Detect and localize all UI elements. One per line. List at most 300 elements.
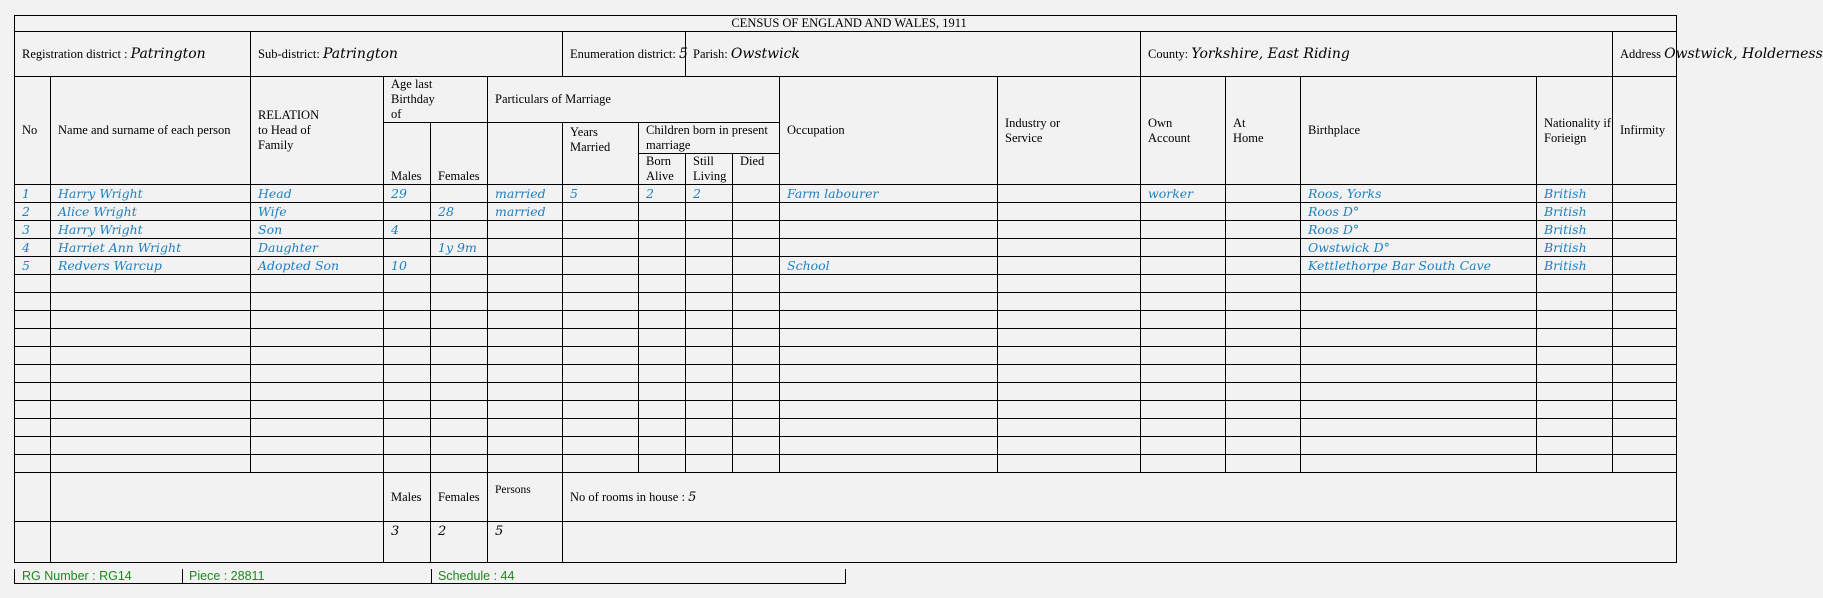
cell-own-account	[1141, 455, 1226, 473]
cell-own-account	[1141, 347, 1226, 365]
cell-males	[384, 329, 431, 347]
cell-no	[15, 401, 51, 419]
cell-males	[384, 419, 431, 437]
cell-born-alive	[639, 329, 686, 347]
cell-born-alive	[639, 257, 686, 275]
table-row	[15, 257, 1677, 275]
cell-name	[51, 401, 251, 419]
parish: Parish: Owstwick	[686, 32, 1141, 77]
cell-birthplace	[1301, 419, 1537, 437]
cell-born-alive	[639, 203, 686, 221]
blank-row	[15, 419, 1677, 437]
cell-at-home	[1226, 419, 1301, 437]
cell-marriage	[488, 239, 563, 257]
cell-born-alive	[639, 437, 686, 455]
totals-persons: 5	[488, 522, 563, 563]
cell-marriage	[488, 347, 563, 365]
header-industry: Industry or Service	[998, 77, 1141, 185]
cell-industry	[998, 311, 1141, 329]
cell-still-living	[686, 275, 733, 293]
cell-industry	[998, 293, 1141, 311]
cell-name	[51, 293, 251, 311]
totals-blank-name	[51, 473, 384, 522]
cell-birthplace: Roos D°	[1301, 221, 1537, 239]
county: County: Yorkshire, East Riding	[1141, 32, 1613, 77]
header-nationality: Nationality if Forieign	[1537, 77, 1613, 185]
cell-name: Harry Wright	[51, 185, 251, 203]
header-own-account: Own Account	[1141, 77, 1226, 185]
cell-name	[51, 311, 251, 329]
cell-died	[733, 203, 780, 221]
blank-row	[15, 401, 1677, 419]
cell-relation	[251, 419, 384, 437]
cell-nationality	[1537, 347, 1613, 365]
cell-marriage	[488, 221, 563, 239]
cell-relation	[251, 365, 384, 383]
cell-own-account	[1141, 419, 1226, 437]
cell-died	[733, 455, 780, 473]
cell-industry	[998, 455, 1141, 473]
cell-died	[733, 311, 780, 329]
cell-industry	[998, 329, 1141, 347]
cell-at-home	[1226, 329, 1301, 347]
cell-name	[51, 419, 251, 437]
blank-row	[15, 455, 1677, 473]
cell-died	[733, 293, 780, 311]
sub-district: Sub-district: Patrington	[251, 32, 563, 77]
header-infirmity: Infirmity	[1613, 77, 1677, 185]
cell-males	[384, 437, 431, 455]
table-row	[15, 239, 1677, 257]
cell-males	[384, 401, 431, 419]
cell-industry	[998, 401, 1141, 419]
cell-nationality	[1537, 329, 1613, 347]
blank-row	[15, 329, 1677, 347]
cell-males	[384, 275, 431, 293]
cell-years	[563, 365, 639, 383]
cell-still-living	[686, 293, 733, 311]
cell-own-account	[1141, 365, 1226, 383]
cell-own-account	[1141, 311, 1226, 329]
cell-no: 1	[15, 185, 51, 203]
cell-occupation	[780, 419, 998, 437]
header-females: Females	[431, 123, 488, 185]
cell-males	[384, 365, 431, 383]
cell-nationality: British	[1537, 221, 1613, 239]
cell-nationality	[1537, 419, 1613, 437]
cell-still-living	[686, 401, 733, 419]
cell-at-home	[1226, 401, 1301, 419]
cell-own-account	[1141, 383, 1226, 401]
cell-birthplace	[1301, 293, 1537, 311]
cell-infirmity	[1613, 347, 1677, 365]
cell-birthplace	[1301, 437, 1537, 455]
cell-still-living	[686, 257, 733, 275]
cell-nationality	[1537, 293, 1613, 311]
cell-birthplace	[1301, 455, 1537, 473]
cell-females	[431, 221, 488, 239]
cell-at-home	[1226, 383, 1301, 401]
cell-name	[51, 347, 251, 365]
cell-females	[431, 347, 488, 365]
totals-females: 2	[431, 522, 488, 563]
header-children: Children born in present marriage	[639, 123, 780, 154]
cell-years	[563, 239, 639, 257]
cell-own-account	[1141, 329, 1226, 347]
header-died: Died	[733, 154, 780, 185]
cell-relation	[251, 329, 384, 347]
cell-still-living: 2	[686, 185, 733, 203]
cell-still-living	[686, 311, 733, 329]
cell-nationality: British	[1537, 203, 1613, 221]
cell-occupation: Farm labourer	[780, 185, 998, 203]
cell-infirmity	[1613, 185, 1677, 203]
cell-infirmity	[1613, 329, 1677, 347]
cell-died	[733, 365, 780, 383]
table-row	[15, 203, 1677, 221]
cell-marriage	[488, 293, 563, 311]
header-name: Name and surname of each person	[51, 77, 251, 185]
cell-infirmity	[1613, 419, 1677, 437]
cell-males	[384, 455, 431, 473]
cell-own-account	[1141, 437, 1226, 455]
cell-occupation	[780, 455, 998, 473]
cell-industry	[998, 347, 1141, 365]
cell-relation: Wife	[251, 203, 384, 221]
cell-birthplace	[1301, 383, 1537, 401]
cell-females	[431, 455, 488, 473]
cell-females	[431, 401, 488, 419]
cell-relation: Son	[251, 221, 384, 239]
cell-name	[51, 365, 251, 383]
cell-males: 10	[384, 257, 431, 275]
cell-occupation	[780, 203, 998, 221]
cell-relation: Daughter	[251, 239, 384, 257]
cell-died	[733, 347, 780, 365]
cell-years	[563, 383, 639, 401]
cell-marriage	[488, 365, 563, 383]
cell-no	[15, 293, 51, 311]
cell-no	[15, 329, 51, 347]
header-marital-status	[488, 123, 563, 185]
cell-infirmity	[1613, 311, 1677, 329]
cell-infirmity	[1613, 275, 1677, 293]
cell-no: 2	[15, 203, 51, 221]
cell-own-account	[1141, 257, 1226, 275]
cell-nationality	[1537, 455, 1613, 473]
cell-died	[733, 221, 780, 239]
cell-marriage	[488, 329, 563, 347]
cell-birthplace	[1301, 311, 1537, 329]
cell-industry	[998, 257, 1141, 275]
cell-still-living	[686, 419, 733, 437]
cell-years	[563, 311, 639, 329]
cell-females	[431, 365, 488, 383]
cell-born-alive	[639, 365, 686, 383]
cell-no: 3	[15, 221, 51, 239]
cell-at-home	[1226, 365, 1301, 383]
cell-name: Harriet Ann Wright	[51, 239, 251, 257]
header-born-alive: Born Alive	[639, 154, 686, 185]
cell-died	[733, 401, 780, 419]
cell-no: 5	[15, 257, 51, 275]
blank-row	[15, 437, 1677, 455]
census-form	[14, 15, 1823, 563]
cell-at-home	[1226, 185, 1301, 203]
totals-blank-rest	[563, 522, 1677, 563]
cell-females	[431, 437, 488, 455]
cell-relation	[251, 275, 384, 293]
header-years-married: Years Married	[563, 123, 639, 185]
cell-males: 4	[384, 221, 431, 239]
cell-industry	[998, 437, 1141, 455]
cell-name	[51, 455, 251, 473]
cell-own-account	[1141, 203, 1226, 221]
cell-no	[15, 365, 51, 383]
cell-at-home	[1226, 275, 1301, 293]
cell-still-living	[686, 347, 733, 365]
cell-own-account	[1141, 275, 1226, 293]
census-table	[14, 15, 1823, 563]
cell-own-account: worker	[1141, 185, 1226, 203]
blank-row	[15, 293, 1677, 311]
cell-birthplace	[1301, 365, 1537, 383]
cell-relation	[251, 293, 384, 311]
address: Address Owstwick, Holderness	[1613, 32, 1677, 77]
cell-no	[15, 455, 51, 473]
cell-birthplace: Kettlethorpe Bar South Cave	[1301, 257, 1537, 275]
cell-own-account	[1141, 221, 1226, 239]
blank-row	[15, 311, 1677, 329]
cell-industry	[998, 419, 1141, 437]
blank-row	[15, 347, 1677, 365]
cell-males	[384, 239, 431, 257]
cell-industry	[998, 221, 1141, 239]
cell-industry	[998, 239, 1141, 257]
cell-relation: Head	[251, 185, 384, 203]
cell-no	[15, 383, 51, 401]
cell-relation	[251, 455, 384, 473]
cell-infirmity	[1613, 383, 1677, 401]
cell-born-alive	[639, 419, 686, 437]
enumeration-district: Enumeration district: 5	[563, 32, 686, 77]
cell-born-alive	[639, 455, 686, 473]
cell-born-alive	[639, 401, 686, 419]
cell-infirmity	[1613, 239, 1677, 257]
cell-at-home	[1226, 221, 1301, 239]
cell-still-living	[686, 329, 733, 347]
cell-occupation	[780, 275, 998, 293]
header-marriage: Particulars of Marriage	[488, 77, 780, 123]
totals-blank-no	[15, 473, 51, 522]
cell-at-home	[1226, 203, 1301, 221]
table-row	[15, 185, 1677, 203]
cell-occupation	[780, 311, 998, 329]
cell-relation	[251, 401, 384, 419]
blank-row	[15, 383, 1677, 401]
cell-infirmity	[1613, 401, 1677, 419]
cell-relation: Adopted Son	[251, 257, 384, 275]
cell-years: 5	[563, 185, 639, 203]
cell-years	[563, 275, 639, 293]
cell-at-home	[1226, 311, 1301, 329]
cell-own-account	[1141, 401, 1226, 419]
totals-blank-name-2	[51, 522, 384, 563]
cell-nationality: British	[1537, 257, 1613, 275]
cell-relation	[251, 347, 384, 365]
cell-still-living	[686, 203, 733, 221]
totals-females-label: Females	[431, 473, 488, 522]
totals-males: 3	[384, 522, 431, 563]
cell-nationality	[1537, 275, 1613, 293]
cell-years	[563, 293, 639, 311]
cell-still-living	[686, 365, 733, 383]
cell-females	[431, 329, 488, 347]
cell-occupation	[780, 329, 998, 347]
cell-born-alive: 2	[639, 185, 686, 203]
cell-years	[563, 401, 639, 419]
cell-industry	[998, 185, 1141, 203]
cell-nationality	[1537, 311, 1613, 329]
cell-died	[733, 257, 780, 275]
cell-marriage: married	[488, 203, 563, 221]
cell-name: Redvers Warcup	[51, 257, 251, 275]
cell-industry	[998, 383, 1141, 401]
cell-industry	[998, 203, 1141, 221]
header-still-living: Still Living	[686, 154, 733, 185]
header-no: No	[15, 77, 51, 185]
cell-females	[431, 383, 488, 401]
blank-row	[15, 365, 1677, 383]
cell-died	[733, 383, 780, 401]
cell-infirmity	[1613, 365, 1677, 383]
cell-marriage	[488, 401, 563, 419]
cell-males	[384, 347, 431, 365]
cell-infirmity	[1613, 293, 1677, 311]
cell-years	[563, 203, 639, 221]
totals-persons-label: Persons	[488, 473, 563, 522]
cell-males: 29	[384, 185, 431, 203]
cell-relation	[251, 437, 384, 455]
header-occupation: Occupation	[780, 77, 998, 185]
cell-died	[733, 329, 780, 347]
cell-infirmity	[1613, 221, 1677, 239]
cell-females	[431, 257, 488, 275]
cell-marriage	[488, 383, 563, 401]
cell-died	[733, 419, 780, 437]
cell-still-living	[686, 383, 733, 401]
cell-females	[431, 311, 488, 329]
cell-born-alive	[639, 311, 686, 329]
cell-at-home	[1226, 257, 1301, 275]
cell-relation	[251, 383, 384, 401]
cell-occupation	[780, 221, 998, 239]
cell-born-alive	[639, 347, 686, 365]
cell-females	[431, 185, 488, 203]
cell-industry	[998, 365, 1141, 383]
rooms-in-house: No of rooms in house : 5	[563, 473, 1677, 522]
cell-name: Alice Wright	[51, 203, 251, 221]
cell-born-alive	[639, 293, 686, 311]
cell-at-home	[1226, 455, 1301, 473]
cell-years	[563, 329, 639, 347]
cell-relation	[251, 311, 384, 329]
cell-born-alive	[639, 239, 686, 257]
cell-occupation	[780, 239, 998, 257]
cell-males	[384, 293, 431, 311]
cell-marriage	[488, 419, 563, 437]
cell-born-alive	[639, 383, 686, 401]
cell-occupation	[780, 383, 998, 401]
cell-own-account	[1141, 239, 1226, 257]
cell-died	[733, 239, 780, 257]
cell-females	[431, 275, 488, 293]
cell-still-living	[686, 221, 733, 239]
cell-birthplace	[1301, 401, 1537, 419]
cell-own-account	[1141, 293, 1226, 311]
cell-occupation: School	[780, 257, 998, 275]
blank-row	[15, 275, 1677, 293]
cell-died	[733, 185, 780, 203]
cell-females	[431, 419, 488, 437]
cell-years	[563, 221, 639, 239]
cell-birthplace: Roos D°	[1301, 203, 1537, 221]
cell-no	[15, 347, 51, 365]
cell-males	[384, 383, 431, 401]
totals-males-label: Males	[384, 473, 431, 522]
cell-born-alive	[639, 275, 686, 293]
cell-industry	[998, 275, 1141, 293]
rg-number: RG Number : RG14	[22, 569, 132, 583]
cell-name	[51, 275, 251, 293]
totals-blank-no-2	[15, 522, 51, 563]
cell-years	[563, 419, 639, 437]
cell-no	[15, 437, 51, 455]
cell-infirmity	[1613, 203, 1677, 221]
piece-number: Piece : 28811	[189, 569, 265, 583]
cell-no	[15, 275, 51, 293]
cell-infirmity	[1613, 437, 1677, 455]
cell-females	[431, 293, 488, 311]
cell-no: 4	[15, 239, 51, 257]
cell-years	[563, 437, 639, 455]
cell-still-living	[686, 437, 733, 455]
cell-nationality	[1537, 383, 1613, 401]
cell-name: Harry Wright	[51, 221, 251, 239]
cell-birthplace	[1301, 329, 1537, 347]
table-row	[15, 221, 1677, 239]
cell-birthplace: Owstwick D°	[1301, 239, 1537, 257]
header-age: Age last Birthday of	[384, 77, 488, 123]
cell-years	[563, 257, 639, 275]
cell-males	[384, 203, 431, 221]
cell-nationality	[1537, 437, 1613, 455]
header-relation: RELATION to Head of Family	[251, 77, 384, 185]
cell-name	[51, 383, 251, 401]
header-males: Males	[384, 123, 431, 185]
cell-born-alive	[639, 221, 686, 239]
cell-years	[563, 455, 639, 473]
cell-females: 1y 9m	[431, 239, 488, 257]
cell-males	[384, 311, 431, 329]
cell-nationality	[1537, 365, 1613, 383]
cell-occupation	[780, 293, 998, 311]
cell-birthplace	[1301, 347, 1537, 365]
cell-nationality	[1537, 401, 1613, 419]
cell-females: 28	[431, 203, 488, 221]
cell-infirmity	[1613, 455, 1677, 473]
cell-occupation	[780, 347, 998, 365]
